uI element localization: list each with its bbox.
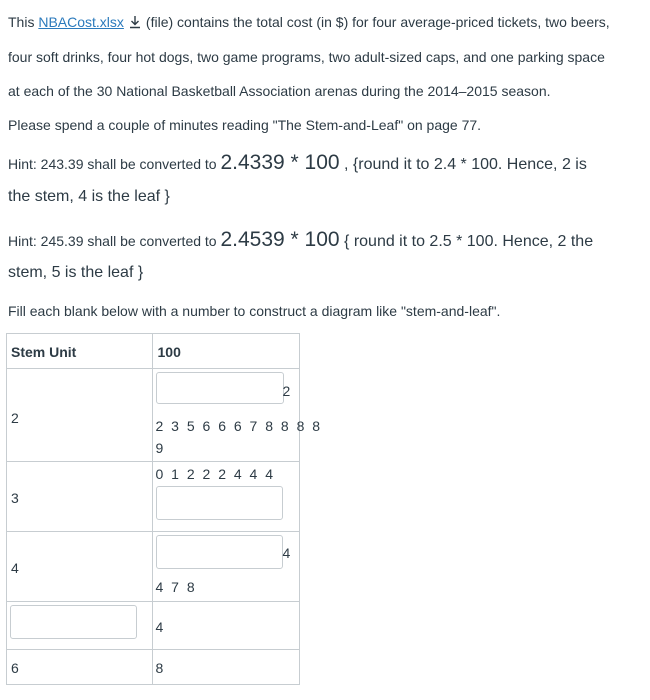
table-row: [7, 650, 300, 685]
hint-2-text-a: Hint: 245.39 shall be converted to: [8, 233, 221, 249]
intro-line-4: Please spend a couple of minutes reading "The Stem-and-Leaf" on page 77.: [8, 117, 482, 133]
leaf-cell: [152, 532, 300, 602]
leaf-cell: [152, 602, 300, 650]
leaf-values: 0 1 2 2 2 4 4 4: [155, 466, 276, 482]
hint-1-line-1: [8, 151, 587, 175]
hint-1-line-2: the stem, 4 is the leaf }: [8, 188, 170, 205]
leaf-cell: [152, 650, 300, 685]
stem-leaf-table: [6, 333, 323, 685]
stem-cell: [7, 369, 153, 462]
intro-line-1: [8, 14, 610, 30]
leaf-suffix: 4: [282, 545, 293, 561]
leaf-values: 2 3 5 6 6 6 7 8 8 8 8: [155, 418, 323, 434]
leaf-cell: [152, 462, 300, 532]
leaf-blank-input[interactable]: [156, 535, 283, 569]
header-value-label: 100: [157, 344, 181, 360]
intro-line-3: at each of the 30 National Basketball Association arenas during the 2014–2015 season.: [8, 83, 551, 99]
download-icon[interactable]: [128, 15, 142, 29]
leaf-blank-input[interactable]: [156, 372, 284, 404]
leaf-blank-input[interactable]: [156, 486, 283, 520]
leaf-cell: [152, 369, 323, 462]
leaf-values-continued: 9: [155, 440, 166, 456]
hint-2-line-2: stem, 5 is the leaf }: [8, 264, 144, 281]
header-stem-label: Stem Unit: [11, 344, 77, 360]
hint-2-line-1: [8, 228, 593, 252]
stem-value: 6: [11, 660, 19, 676]
hint-2-text-b: { round it to 2.5 * 100. Hence, 2 the: [339, 233, 594, 250]
stem-cell: [7, 532, 153, 602]
hint-1-text-b: , {round it to 2.4 * 100. Hence, 2 is: [339, 156, 587, 173]
intro-file-suffix: (file) contains the total cost (in $) for four average-priced tickets, two beers,: [145, 14, 610, 30]
stem-value: 3: [11, 490, 19, 506]
stem-value: 2: [11, 410, 19, 426]
hint-1-text-a: Hint: 243.39 shall be converted to: [8, 156, 221, 172]
leaf-suffix: 2: [282, 383, 293, 399]
stem-cell: [7, 602, 153, 650]
stem-blank-input[interactable]: [10, 605, 137, 639]
leaf-values: 4: [155, 619, 166, 635]
table-row: [7, 532, 300, 602]
instruction-text: Fill each blank below with a number to construct a diagram like "stem-and-leaf".: [8, 303, 501, 319]
stem-value: 4: [11, 560, 19, 576]
intro-line-2: four soft drinks, four hot dogs, two game programs, two adult-sized caps, and one parking space: [8, 49, 605, 65]
table-row: [7, 602, 300, 650]
stem-cell: [7, 650, 153, 685]
hint-1-formula: 2.4339 * 100: [220, 151, 340, 174]
file-link[interactable]: NBACost.xlsx: [38, 14, 124, 30]
header-unit-value: [152, 334, 300, 369]
hint-2-formula: 2.4539 * 100: [220, 228, 340, 251]
leaf-values: 8: [155, 660, 166, 676]
intro-prefix: This: [8, 14, 39, 30]
table-row: [7, 462, 300, 532]
table-row: [7, 369, 300, 462]
header-stem-unit: [7, 334, 153, 369]
leaf-values: 4 7 8: [155, 579, 197, 595]
stem-cell: [7, 462, 153, 532]
